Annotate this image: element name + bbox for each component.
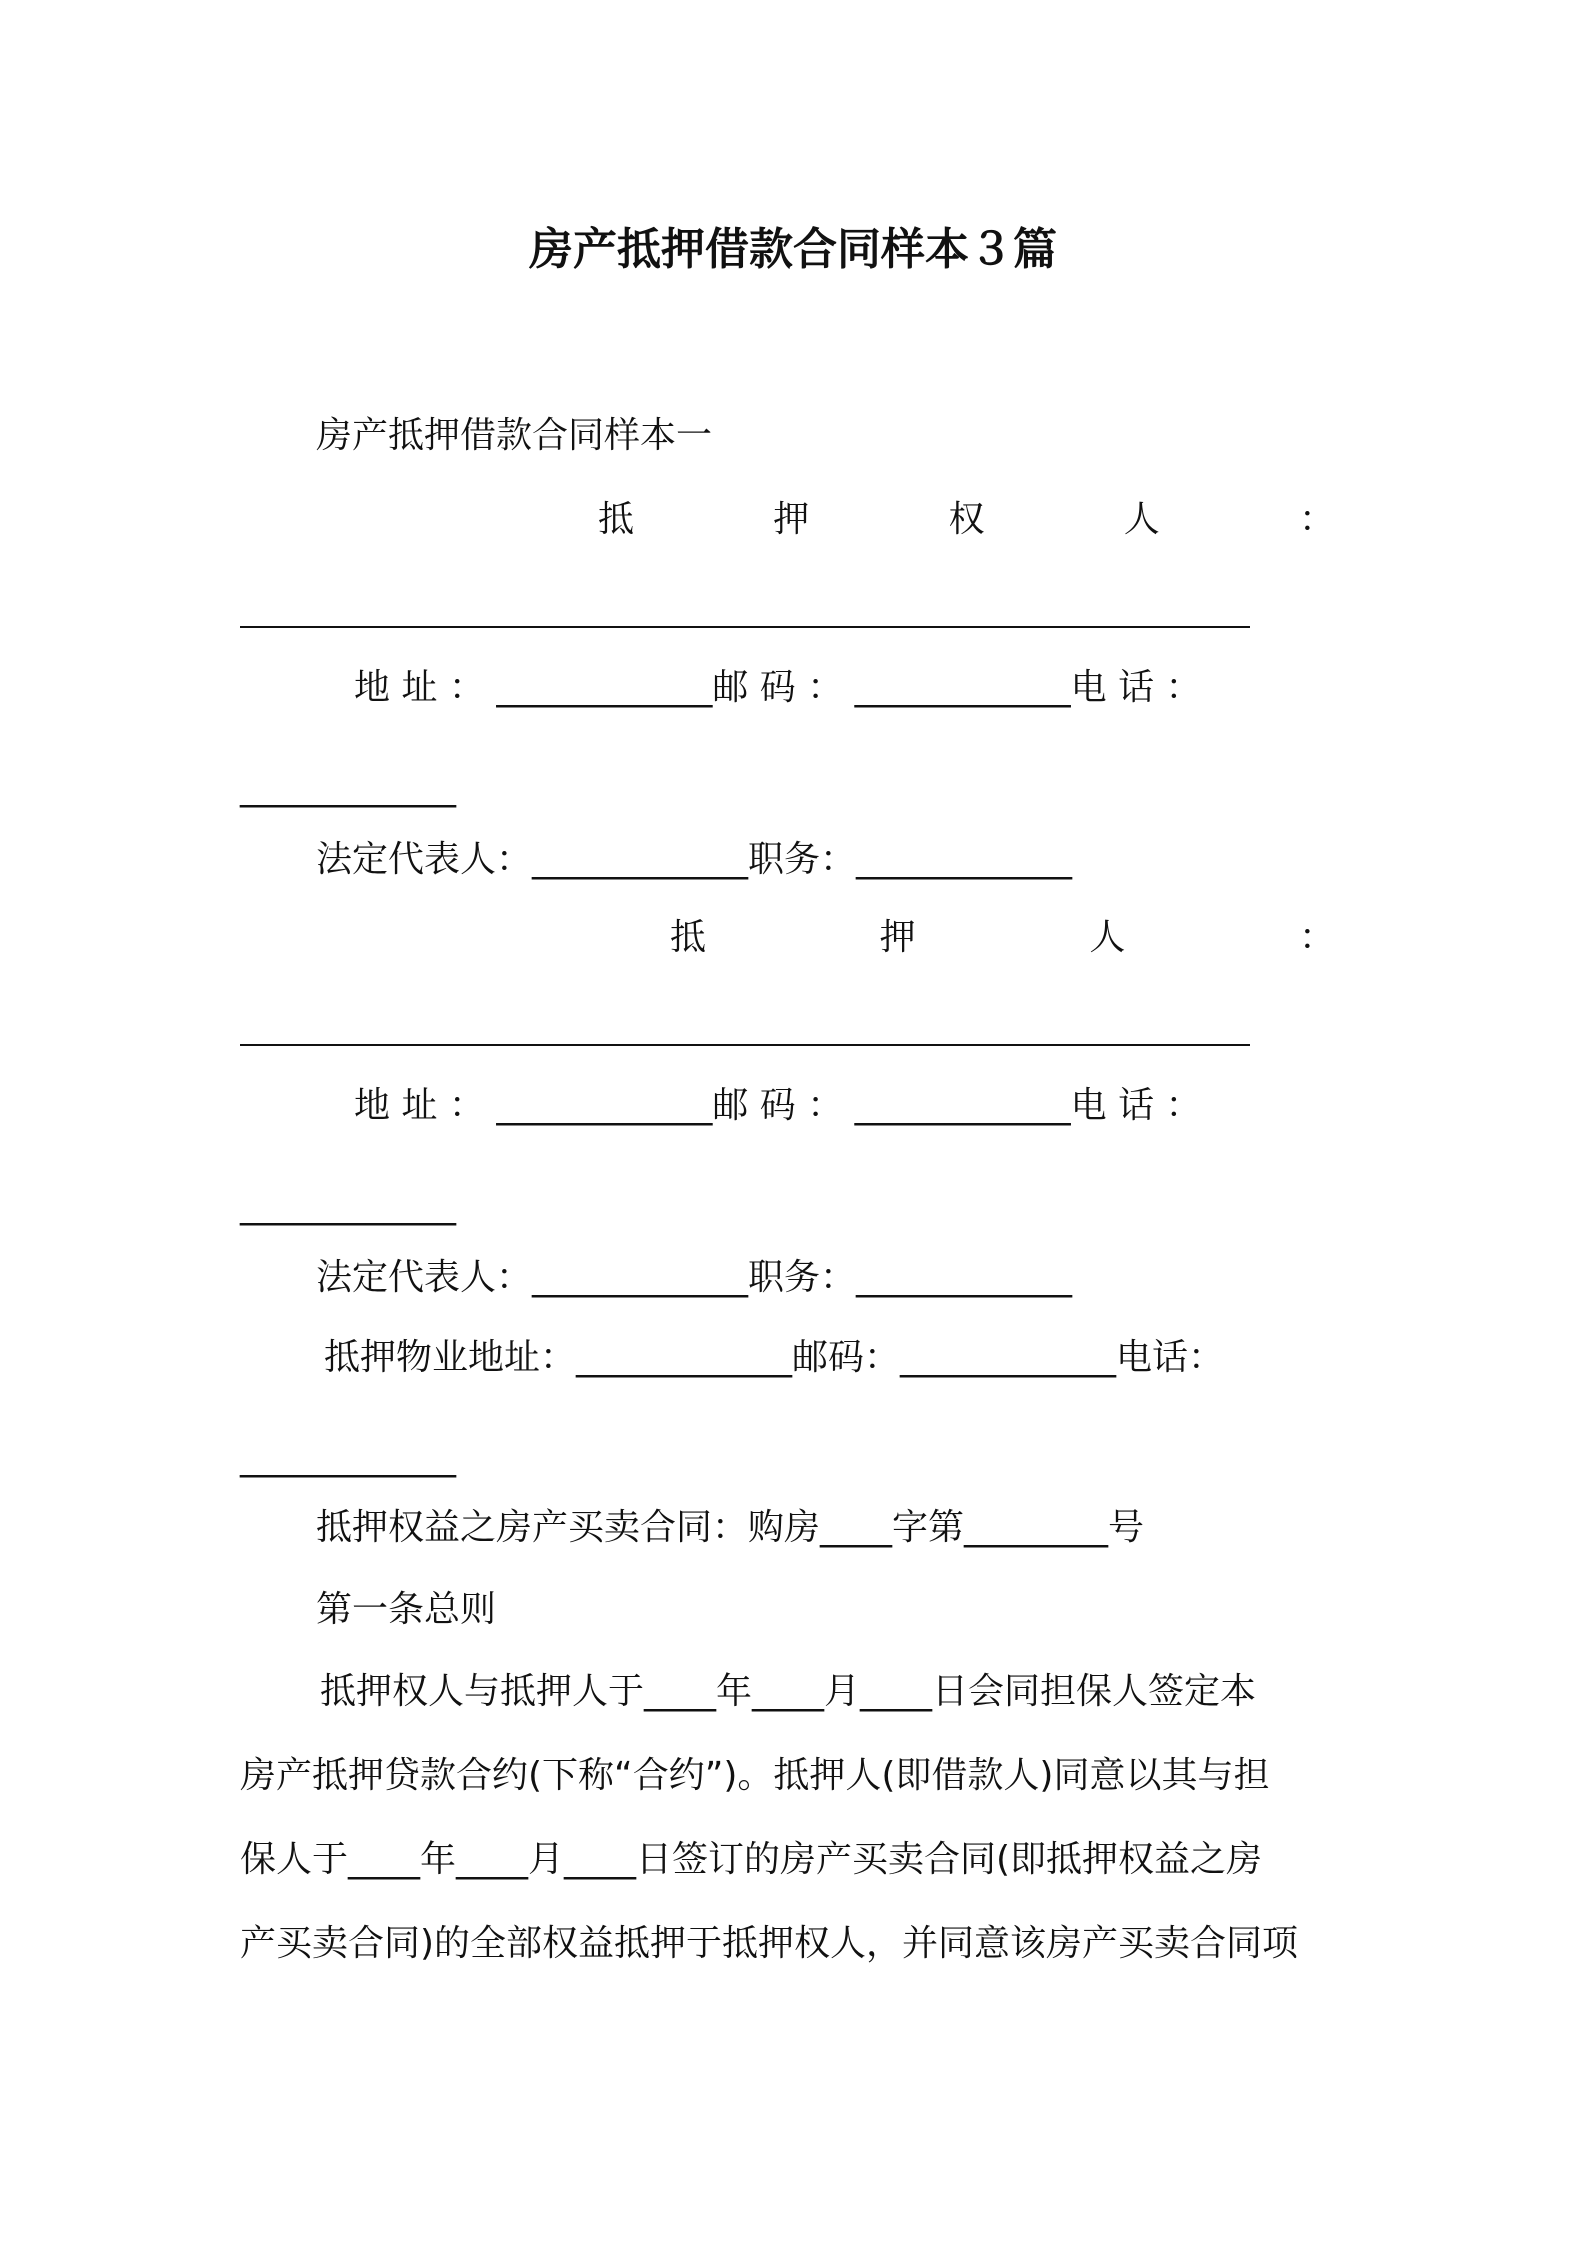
mortgagor-char: 人 [1089, 917, 1126, 958]
mortgagor-char: ： [1298, 917, 1335, 958]
mortgagee-char: 权 [948, 499, 985, 540]
article-1-line: 抵押权人与抵押人于____年____月____日会同担保人签定本 [320, 1671, 1257, 1712]
legal-rep-row-1: 法定代表人：____________职务：____________ [316, 839, 1073, 880]
property-address-tail: ____________ [240, 1437, 456, 1478]
address-row-2-tail: ____________ [240, 1185, 456, 1226]
article-1-line: 保人于____年____月____日签订的房产买卖合同(即抵押权益之房 [240, 1839, 1263, 1880]
mortgagee-char: ： [1298, 499, 1335, 540]
address-row-2: 地 址 ： ____________邮 码 ： ____________电 话 ： [354, 1085, 1202, 1126]
address-row-1: 地 址 ： ____________邮 码 ： ____________电 话 ： [354, 667, 1202, 708]
mortgagee-blank [240, 626, 1250, 628]
mortgagor-blank [240, 1044, 1250, 1046]
mortgagor-label [670, 916, 1335, 960]
article-1-line: 房产抵押贷款合约(下称“合约”)。抵押人(即借款人)同意以其与担 [240, 1755, 1270, 1796]
document-title: 房产抵押借款合同样本３篇 [529, 224, 1057, 275]
address-row-1-tail: ____________ [240, 767, 456, 808]
article-1-title: 第一条总则 [316, 1589, 497, 1630]
property-address-row: 抵押物业地址：____________邮码：____________电话： [324, 1337, 1225, 1378]
mortgagor-char: 押 [879, 917, 916, 958]
mortgagee-char: 人 [1123, 499, 1160, 540]
contract-reference: 抵押权益之房产买卖合同：购房____字第________号 [316, 1507, 1145, 1548]
sample-heading: 房产抵押借款合同样本一 [316, 415, 713, 456]
legal-rep-row-2: 法定代表人：____________职务：____________ [316, 1257, 1073, 1298]
mortgagor-char: 抵 [670, 917, 707, 958]
article-1-line: 产买卖合同)的全部权益抵押于抵押权人，并同意该房产买卖合同项 [240, 1923, 1299, 1964]
mortgagee-char: 押 [773, 499, 810, 540]
mortgagee-label [598, 498, 1335, 542]
mortgagee-char: 抵 [598, 499, 635, 540]
